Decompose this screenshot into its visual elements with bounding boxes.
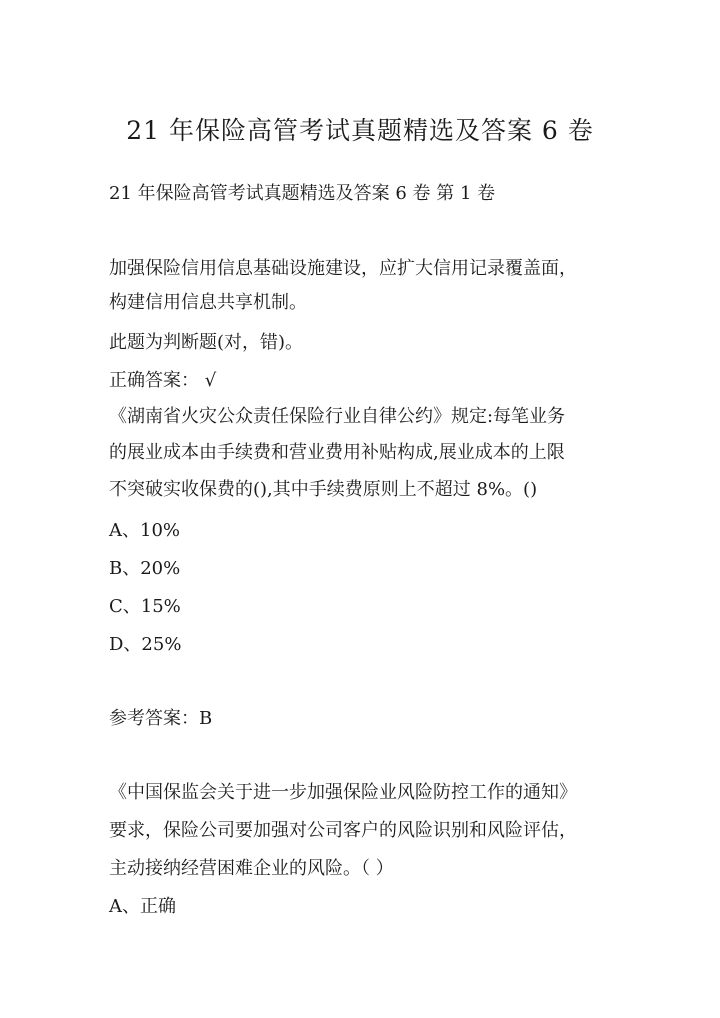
q2-option-c: C、15% [109, 596, 181, 617]
q2-option-a: A、10% [109, 520, 181, 541]
document-title: 21 年保险高管考试真题精选及答案 6 卷 [126, 116, 594, 145]
q2-option-d: D、25% [109, 634, 182, 655]
q2-text-line-3: 不突破实收保费的(),其中手续费原则上不超过 8%。() [109, 479, 538, 500]
q2-text-line-2: 的展业成本由手续费和营业费用补贴构成,展业成本的上限 [109, 442, 565, 463]
q1-question-type: 此题为判断题(对，错)。 [109, 332, 304, 353]
q2-option-b: B、20% [109, 558, 181, 579]
q1-text-line-1: 加强保险信用信息基础设施建设，应扩大信用记录覆盖面， [109, 258, 577, 279]
q3-option-a: A、正确 [109, 896, 176, 917]
q3-text-line-2: 要求，保险公司要加强对公司客户的风险识别和风险评估， [109, 820, 577, 841]
q3-text-line-3: 主动接纳经营困难企业的风险。（ ） [109, 858, 394, 879]
q2-answer: 参考答案：B [109, 708, 213, 729]
q1-answer: 正确答案： √ [109, 370, 217, 391]
q3-text-line-1: 《中国保监会关于进一步加强保险业风险防控工作的通知》 [109, 782, 577, 803]
q2-text-line-1: 《湖南省火灾公众责任保险行业自律公约》规定:每笔业务 [109, 406, 566, 427]
q1-text-line-2: 构建信用信息共享机制。 [109, 292, 307, 313]
document-subtitle: 21 年保险高管考试真题精选及答案 6 卷 第 1 卷 [109, 183, 496, 204]
